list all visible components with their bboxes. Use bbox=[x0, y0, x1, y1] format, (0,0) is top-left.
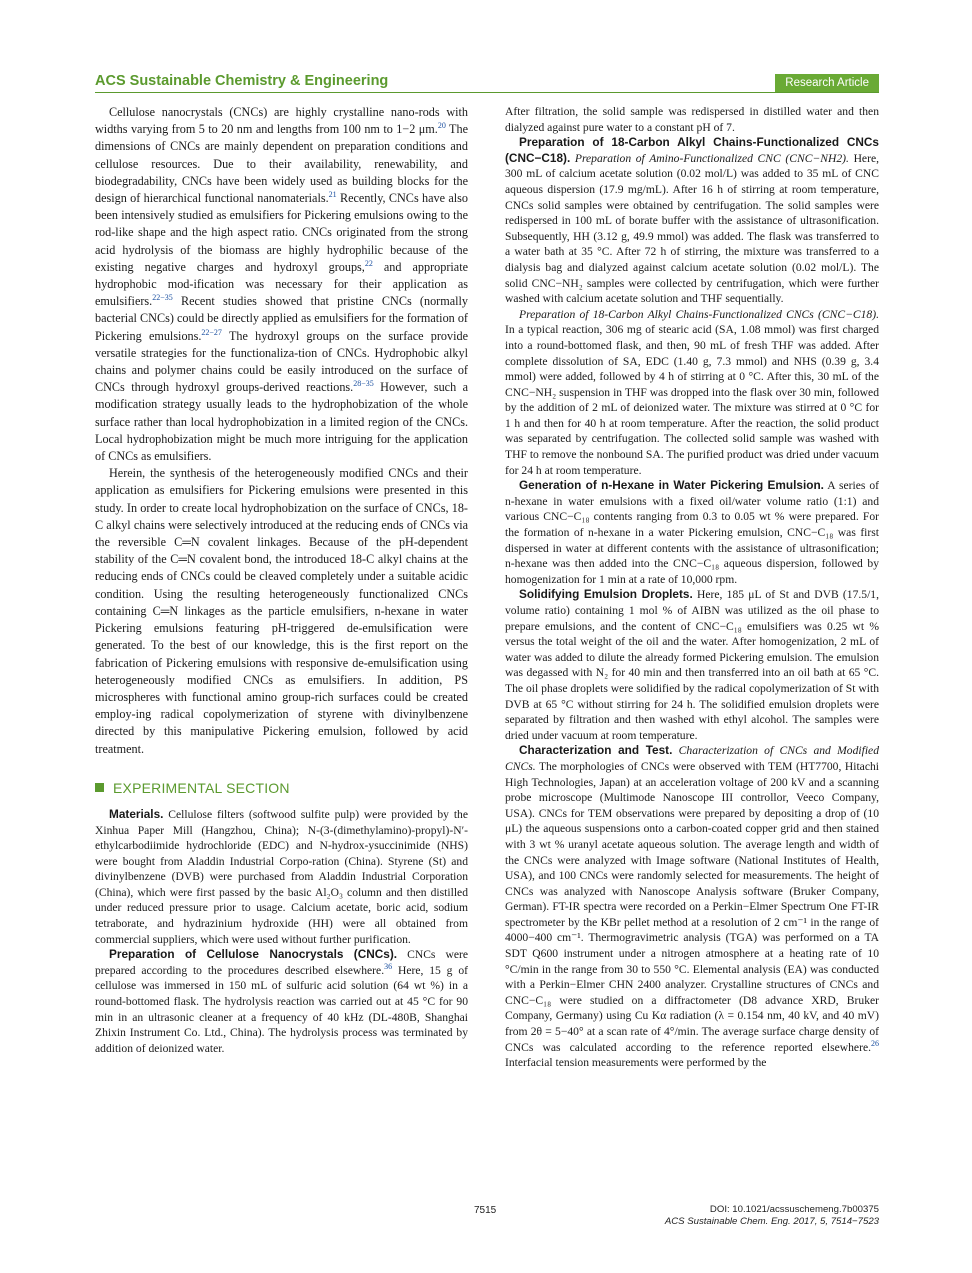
intro-paragraph-2: Herein, the synthesis of the heterogeneously modified CNCs and their application as emulsifiers for Pickering emulsions were presented in this study. In order to create local hydrophobization on the surface of CNCs, 18-C alkyl chains were selectively introduced at the reducing ends of CNCs via the reversible C═N covalent linkages. Because of the pH-dependent stability of the C═N covalent bond, the introduced 18-C alkyl chains at the reducing ends of CNCs could be cleaved completely under a suitable acidic condition. Using the resulting heterogeneously functionalized CNCs containing C═N linkages as the particle emulsifiers, n-hexane in water Pickering emulsions featuring pH-triggered de-emulsification were generated. To the best of our knowledge, this is the first report on the fabrication of Pickering emulsions with responsive de-emulsification using heterogeneously modified CNCs as emulsifiers. In addition, PS microspheres with functional amino group-rich surfaces could be created employ-ing radical copolymerization of styrene with divinylbenzene directed by this manipulative Pickering emulsion, followed by acid treatment. bbox=[95, 466, 468, 756]
c18-sub-paragraph: Preparation of 18-Carbon Alkyl Chains-Functionalized CNCs (CNC−C18). In a typical reaction, 306 mg of stearic acid (SA, 1.08 mmol) was first charged into a round-bottomed flask, and then, 90 mL of fresh THF was added. After complete dissolution of SA, EDC (1.40 g, 7.3 mmol) and NHS (0.39 g, 3.4 mmol) were added, followed by 4 h of stirring at 0 °C. After this, 30 mL of the CNC−NH₂ suspension in THF was dropped into the flask over 30 min, followed by the addition of 2 mL of deionized water. The mixture was stirred at 0 °C for 1 h and then for 40 h at room temperature. After the reaction, the solid product was separated by centrifugation. The collected solid sample was washed with THF to remove the nonbound SA. The purified product was dried under vacuum for 24 h at room temperature. bbox=[505, 307, 879, 477]
doi-link[interactable]: DOI: 10.1021/acssuschemeng.7b00375 bbox=[709, 1204, 879, 1215]
section-square-icon bbox=[95, 783, 104, 792]
materials-paragraph: Materials. Cellulose filters (softwood sulfite pulp) were provided by the Xinhua Paper Mill (Hangzhou, China); N-(3-(dimethylamino)-propyl)-N′-ethylcarbodiimide hydrochloride (EDC) and N-hydrox-ysuccinimide (NHS) were bought from Aladdin Industrial Corpo-ration (China). Styrene (St) and divinylbenzene (DVB) were purchased from Aladdin Industrial Corporation (China), which were first passed by the basic Al₂O₃ column and then distilled under reduced pressure prior to usage. Calcium acetate, boric acid, sodium tetraborate, and hydrazinium hydroxide (HH) were all obtained from commercial suppliers, which were used without further purification. bbox=[95, 806, 468, 946]
cnc-prep-continued: After filtration, the solid sample was redispersed in distilled water and then dialyzed against pure water to a constant pH of 7. bbox=[505, 105, 879, 134]
ref-link[interactable]: 36 bbox=[384, 961, 393, 971]
intro-paragraph-1: Cellulose nanocrystals (CNCs) are highly crystalline nano-rods with widths varying from 5 to 20 nm and lengths from 100 nm to 1−2 μm.$^{20}$ The dimensions of CNCs are mainly dependent on preparation conditions and cellulose resources. Due to their availability, renewability, and biodegradability, CNCs have been widely used as building blocks for the design of hierarchical functional nanomaterials.$^{21}$ Recently, CNCs have also been intensively studied as emulsifiers for Pickering emulsions owing to the rod-like shape and the high aspect ratio. CNCs originated from the strong acid hydrolysis of the biomass are highly hydrophilic because of the existing negative charges and hydroxyl groups,$^{22}$ and appropriate hydrophobic mod-ification was necessary for their application as emulsifiers.$^{22-35}$ Recent studies showed that pristine CNCs (normally bacterial CNCs) could be directly applied as emulsifiers for the formation of Pickering emulsions.$^{22-27}$ The hydroxyl groups on the surface provide versatile strategies for the functionaliza-tion of CNCs. Hydrophobic alkyl chains and polymer chains could be easily introduced on the surface of CNCs through hydroxyl groups-derived reactions.$^{28-35}$ However, such a modification strategy usually leads to the hydrophobization of the whole surface rather than local hydrophobization in a limited region of the CNCs. Local hydrophobization might be much more intriguing for the application of CNCs as emulsifiers. bbox=[95, 105, 468, 464]
ref-link[interactable]: 28−35 bbox=[353, 379, 374, 389]
ref-link[interactable]: 22−27 bbox=[201, 327, 222, 337]
citation: ACS Sustainable Chem. Eng. 2017, 5, 7514−7523 bbox=[664, 1215, 879, 1227]
characterization-paragraph: Characterization and Test. Characterization of CNCs and Modified CNCs. The morphologies of CNCs were observed with TEM (HT7700, Hitachi High Technologies, Japan) at an acceleration voltage of 200 kV and a scanning probe microscope (Multimode Nanoscope III controllor, Veeco Company, USA). CNCs for TEM observations were prepared by depositing a drop of (10 μL) the aqueous suspensions onto a carbon-coated copper grid and then stained with 3 wt % uranyl acetate aqueous solution. The average length and width of the CNCs were analyzed with Image software (National Institutes of Health, USA), and 100 CNCs were randomly selected for measurements. The height of CNCs was analyzed with Nanoscope Analysis software (Bruker Company, German). FT-IR spectra were recorded on a Perkin−Elmer Spectrum One FT-IR spectrometer by the KBr pellet method at a resolution of 2 cm⁻¹ in the range of 4000−400 cm⁻¹. Thermogravimetric analysis (TGA) was performed on a TA SDT Q600 instrument under a nitrogen atmosphere at a heating rate of 10 °C/min in the range from 30 to 550 °C. Elemental analysis (EA) was conducted with a Perkin−Elmer CHN 2400 analyzer. Crystalline structures of CNCs and CNC−C₁₈ were studied on a diffractometer (D8 advance XRD, Bruker Company, Germany) using Cu Kα radiation (λ = 0.154 nm, 40 kV, and 40 mV) from 2θ = 5−40° at a scan rate of 4°/min. The average surface charge density of CNCs was calculated according to the reference reported elsewhere.$^{26}$ Interfacial tension measurements were performed by the bbox=[505, 743, 879, 1070]
generation-paragraph: Generation of n-Hexane in Water Pickering Emulsion. A series of n-hexane in water emulsions with a fixed oil/water volume ratio (1:1) and various CNC−C₁₈ contents ranging from 0.3 to 0.05 wt % were prepared. For the formation of n-hexane in a water Pickering emulsion, CNC−C₁₈ was first dispersed in water at different contents with the assistance of ultrasonification; n-hexane was then added into the CNC−C₁₈ aqueous dispersion, followed by homogenization for 1 min at a rate of 10,000 rpm. bbox=[505, 478, 880, 586]
ref-link[interactable]: 26 bbox=[871, 1038, 879, 1048]
ref-link[interactable]: 21 bbox=[328, 190, 337, 200]
cnc-prep-paragraph: Preparation of Cellulose Nanocrystals (CNCs). CNCs were prepared according to the procedures described elsewhere.$^{36}$ Here, 15 g of cellulose was immersed in 150 mL of sulfuric acid solution (64 wt %) in a round-bottomed flask. The hydrolysis reaction was carried out at 45 °C for 90 min in an ultrasonic cleaner at a frequency of 40 kHz (DL-480B, Shanghai Zhixin Instrument Co. Ltd., China). The hydrolysis process was terminated by addition of deionized water. bbox=[95, 947, 468, 1055]
article-type-badge: Research Article bbox=[775, 74, 879, 92]
ref-link[interactable]: 20 bbox=[437, 121, 446, 131]
left-column bbox=[95, 104, 468, 1056]
ref-link[interactable]: 22−35 bbox=[152, 293, 173, 303]
c18-paragraph: Preparation of 18-Carbon Alkyl Chains-Functionalized CNCs (CNC−C18). Preparation of Amino-Functionalized CNC (CNC−NH2). Here, 300 mL of calcium acetate solution (0.02 mol/L) was added to 35 mL of CNC aqueous dispersion (17.9 mg/mL). After 16 h of stirring at room temperature, CNCs solid samples were obtained by centrifugation. The solid samples were redispersed in 100 mL of borate buffer with the assistance of ultrasonification. Subsequently, HH (3.12 g, 49.9 mmol) was added. The flask was transferred to a water bath at 35 °C. After 72 h of stirring, the mixture was transferred to a dialysis bag and dialyzed against calcium acetate solution (0.02 mol/L). The solid CNC−NH₂ samples were collected by centrifugation, which were further washed with calcium acetate solution and THF sequentially. bbox=[505, 135, 879, 306]
right-column bbox=[505, 104, 879, 1071]
doi-block bbox=[665, 1204, 879, 1227]
solidifying-paragraph: Solidifying Emulsion Droplets. Here, 185 μL of St and DVB (17.5/1, volume ratio) containing 1 mol % of AIBN was utilized as the oil phase to prepare emulsions, and the content of CNC−C₁₈ emulsifiers was 0.25 wt % versus the total weight of the oil and the water. After homogenization, 2 mL of water was added to dilute the already formed Pickering emulsion. The emulsion was degassed with N₂ for 40 min and then transferred into an oil bath at 65 °C. The oil phase droplets were solidified by the radical copolymerization of St with DVB at 65 °C without stirring for 24 h. The solidified emulsion droplets were separated by filtration and then washed with ethyl alcohol. The samples were dried under vacuum at room temperature. bbox=[505, 587, 879, 742]
page-number: 7515 bbox=[474, 1205, 497, 1216]
ref-link[interactable]: 22 bbox=[364, 258, 373, 268]
header-rule bbox=[95, 92, 879, 93]
experimental-heading: EXPERIMENTAL SECTION bbox=[95, 780, 468, 797]
journal-title: ACS Sustainable Chemistry & Engineering bbox=[95, 73, 389, 89]
